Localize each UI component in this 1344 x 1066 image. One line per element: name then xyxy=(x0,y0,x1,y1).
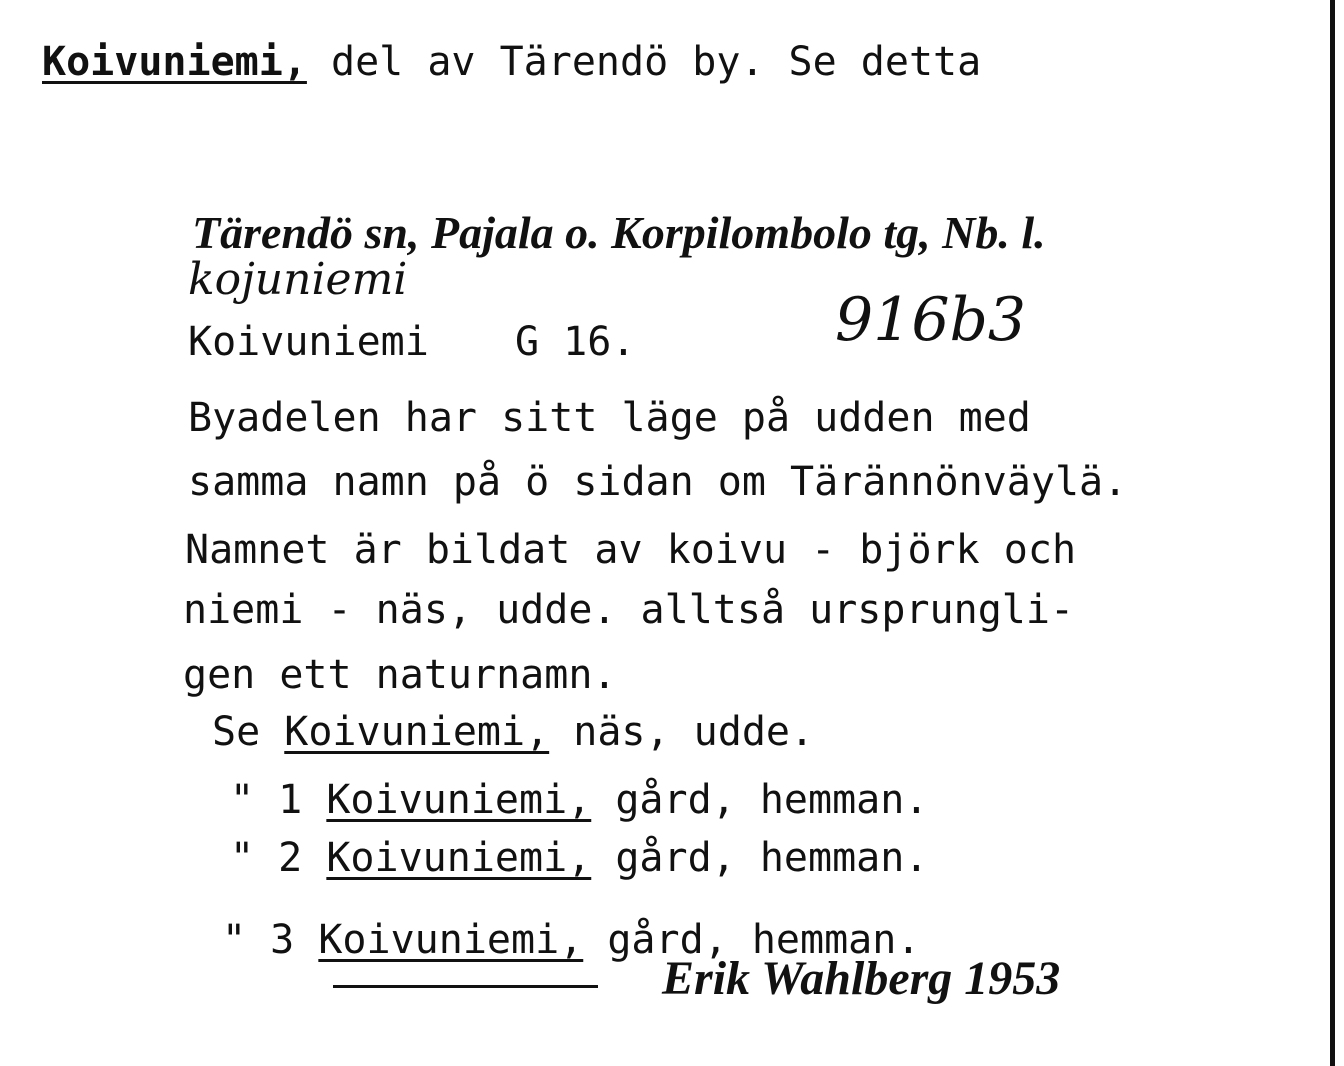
reference-desc: gård, hemman. xyxy=(615,777,929,823)
body-line-5: gen ett naturnamn. xyxy=(183,652,617,698)
reference-prefix: Se xyxy=(212,709,261,755)
reference-row xyxy=(212,709,815,755)
double-underline xyxy=(333,985,598,988)
header-line xyxy=(42,39,982,85)
reference-desc: gård, hemman. xyxy=(615,835,929,881)
map-ref-name: Koivuniemi xyxy=(188,319,429,365)
headword: Koivuniemi, xyxy=(42,39,307,85)
handwritten-code: 916b3 xyxy=(835,285,1027,355)
reference-name: Koivuniemi, xyxy=(326,835,592,881)
body-line-1: Byadelen har sitt läge på udden med xyxy=(188,395,1031,441)
reference-name: Koivuniemi, xyxy=(284,709,550,755)
reference-prefix: " 3 xyxy=(222,917,295,963)
body-line-2: samma namn på ö sidan om Tärännönväylä. xyxy=(188,459,1128,505)
reference-row xyxy=(230,835,929,881)
reference-desc: gård, hemman. xyxy=(607,917,921,963)
reference-prefix: " 2 xyxy=(230,835,303,881)
reference-prefix: " 1 xyxy=(230,777,303,823)
parish-line: Tärendö sn, Pajala o. Korpilombolo tg, Nb. l. xyxy=(192,207,1046,258)
signature: Erik Wahlberg 1953 xyxy=(662,952,1061,1005)
reference-name: Koivuniemi, xyxy=(326,777,592,823)
card-right-edge xyxy=(1330,0,1335,1066)
map-ref-grid: G 16. xyxy=(515,319,636,365)
reference-name: Koivuniemi, xyxy=(318,917,584,963)
map-ref-line xyxy=(188,319,636,365)
body-line-3: Namnet är bildat av koivu - björk och xyxy=(185,527,1077,573)
handwritten-name: kojuniemi xyxy=(188,254,408,305)
reference-row xyxy=(230,777,929,823)
header-rest: del av Tärendö by. Se detta xyxy=(331,39,982,85)
reference-desc: näs, udde. xyxy=(573,709,815,755)
body-line-4: niemi - näs, udde. alltså ursprungli- xyxy=(183,587,1075,633)
